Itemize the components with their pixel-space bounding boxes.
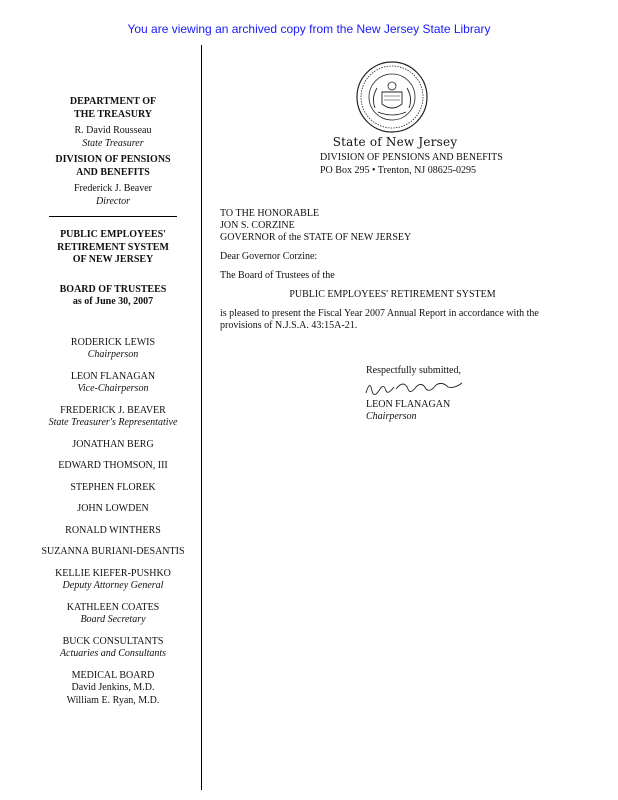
treasurer-block: [40, 125, 186, 150]
sidebar: [40, 96, 186, 716]
member-name: JONATHAN BERG: [72, 438, 154, 450]
member-title: Deputy Attorney General: [62, 580, 164, 591]
member-name: BUCK CONSULTANTS: [62, 635, 164, 647]
member-name: STEPHEN FLOREK: [70, 481, 156, 493]
director-block: [40, 183, 186, 208]
department-line: DEPARTMENT OF: [69, 96, 157, 107]
department-line: THE TREASURY: [73, 108, 153, 120]
member-name: KATHLEEN COATES: [66, 601, 160, 613]
board-member: [40, 482, 186, 495]
signature-icon: [362, 377, 482, 399]
member-title: Chairperson: [87, 349, 139, 360]
member-name: SUZANNA BURIANI-DESANTIS: [41, 546, 185, 557]
state-seal-icon: [355, 60, 429, 134]
member-name: RONALD WINTHERS: [65, 524, 161, 536]
board-member: [40, 371, 186, 396]
letter-body: [220, 208, 565, 332]
board-member: [40, 568, 186, 593]
signer-title: Chairperson: [366, 411, 417, 422]
member-title: State Treasurer's Representative: [48, 417, 178, 428]
board-member: [40, 460, 186, 473]
system-line: OF NEW JERSEY: [72, 254, 154, 265]
system-heading: [40, 229, 186, 267]
division-line: AND BENEFITS: [76, 166, 150, 178]
letterhead: [320, 136, 520, 177]
closing-block: [366, 365, 526, 423]
board-member: [40, 602, 186, 627]
director-title: Director: [95, 195, 131, 207]
letterhead-division: DIVISION OF PENSIONS AND BENEFITS: [320, 152, 503, 163]
member-title: Actuaries and Consultants: [59, 648, 167, 659]
member-name: LEON FLANAGAN: [70, 370, 156, 382]
medical-board-title: MEDICAL BOARD: [71, 669, 155, 681]
board-member: [40, 337, 186, 362]
state-name: State of New Jersey: [332, 135, 458, 149]
signer-name: LEON FLANAGAN: [366, 399, 451, 410]
member-title: Board Secretary: [80, 614, 146, 625]
treasurer-title: State Treasurer: [82, 137, 144, 149]
board-member: [40, 546, 186, 559]
board-line: BOARD OF TRUSTEES: [59, 283, 167, 295]
board-member: [40, 405, 186, 430]
department-heading: [40, 96, 186, 121]
sidebar-rule: [49, 216, 177, 217]
board-heading: [40, 284, 186, 309]
medical-board: [40, 670, 186, 708]
salutation: Dear Governor Corzine:: [220, 251, 318, 262]
division-line: DIVISION OF PENSIONS: [55, 154, 171, 165]
board-member: [40, 439, 186, 452]
vertical-divider: [201, 45, 202, 790]
board-member: [40, 636, 186, 661]
member-name: FREDERICK J. BEAVER: [60, 404, 166, 416]
intro-line: The Board of Trustees of the: [220, 270, 335, 281]
director-name: Frederick J. Beaver: [73, 183, 153, 194]
system-line: RETIREMENT SYSTEM: [57, 241, 169, 253]
recipient-line: TO THE HONORABLE: [220, 208, 320, 219]
letterhead-address: PO Box 295 • Trenton, NJ 08625-0295: [320, 165, 477, 176]
medical-board-member: David Jenkins, M.D.: [71, 682, 155, 693]
member-title: Vice-Chairperson: [77, 383, 149, 394]
archive-banner: You are viewing an archived copy from the New Jersey State Library: [127, 22, 491, 36]
system-name: PUBLIC EMPLOYEES' RETIREMENT SYSTEM: [289, 289, 496, 300]
recipient-line: JON S. CORZINE: [220, 220, 295, 231]
body-paragraph: is pleased to present the Fiscal Year 2007 Annual Report in accordance with the provisions of N.J.S.A. 43:15A-21.: [220, 308, 539, 331]
member-name: EDWARD THOMSON, III: [58, 460, 168, 471]
division-heading: [40, 154, 186, 179]
recipient-line: GOVERNOR of the STATE OF NEW JERSEY: [220, 232, 412, 243]
system-line: PUBLIC EMPLOYEES': [60, 229, 166, 240]
member-name: KELLIE KIEFER-PUSHKO: [55, 567, 171, 579]
board-member: [40, 503, 186, 516]
member-name: JOHN LOWDEN: [77, 503, 149, 514]
treasurer-name: R. David Rousseau: [74, 125, 152, 136]
board-member: [40, 525, 186, 538]
closing-text: Respectfully submitted,: [366, 365, 461, 376]
member-name: RODERICK LEWIS: [70, 336, 156, 348]
medical-board-member: William E. Ryan, M.D.: [66, 694, 160, 706]
board-line: as of June 30, 2007: [72, 296, 154, 307]
